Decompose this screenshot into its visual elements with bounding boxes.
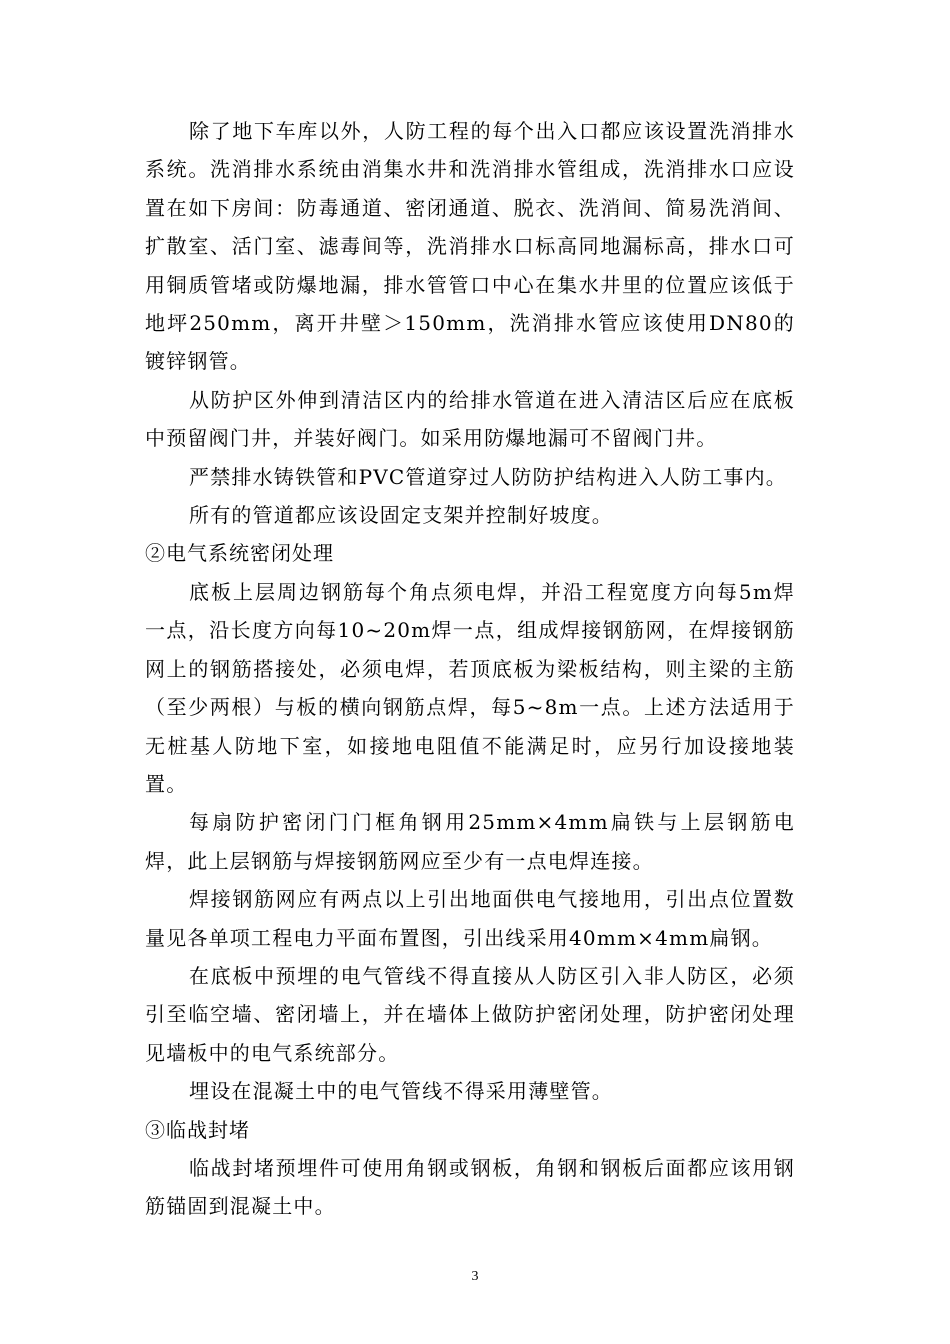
paragraph-thin-wall-pipe: 埋设在混凝土中的电气管线不得采用薄壁管。 [189,1079,613,1104]
paragraph-grounding-leads: 焊接钢筋网应有两点以上引出地面供电气接地用，引出点位置数量见各单项工程电力平面布置图，引出线采用40mm×4mm扁钢。 [145,887,795,950]
paragraph-rebar-welding: 底板上层周边钢筋每个角点须电焊，并沿工程宽度方向每5m焊一点，沿长度方向每10~20m焊一点，组成焊接钢筋网，在焊接钢筋网上的钢筋搭接处，必须电焊，若顶底板为梁板结构，则主梁的主筋（至少两根）与板的横向钢筋点焊，每5~8m一点。上述方法适用于无桩基人防地下室，如接地电阻值不能满足时，应另行加设接地装置。 [145,579,795,796]
paragraph-decontamination-drainage: 除了地下车库以外，人防工程的每个出入口都应该设置洗消排水系统。洗消排水系统由消集水井和洗消排水管组成，洗消排水口应设置在如下房间：防毒通道、密闭通道、脱衣、洗消间、简易洗消间、扩散室、活门室、滤毒间等，洗消排水口标高同地漏标高，排水口可用铜质管堵或防爆地漏，排水管管口中心在集水井里的位置应该低于地坪250mm，离开井壁＞150mm，洗消排水管应该使用DN80的镀锌钢管。 [145,119,795,374]
paragraph-pipe-prohibition: 严禁排水铸铁管和PVC管道穿过人防防护结构进入人防工事内。 [189,464,788,489]
paragraph-valve-well: 从防护区外伸到清洁区内的给排水管道在进入清洁区后应在底板中预留阀门井，并装好阀门。如采用防爆地漏可不留阀门井。 [145,387,795,451]
paragraph-door-frame-welding: 每扇防护密闭门门框角钢用25mm×4mm扁铁与上层钢筋电焊，此上层钢筋与焊接钢筋网应至少有一点电焊连接。 [145,810,795,873]
paragraph-electrical-conduits: 在底板中预埋的电气管线不得直接从人防区引入非人防区，必须引至临空墙、密闭墙上，并在墙体上做防护密闭处理，防护密闭处理见墙板中的电气系统部分。 [145,963,795,1065]
section-heading-wartime-sealing: ③临战封堵 [145,1117,250,1142]
page-number: 3 [471,1269,479,1284]
section-heading-electrical-sealing: ②电气系统密闭处理 [145,541,334,566]
paragraph-pipe-supports: 所有的管道都应该设固定支架并控制好坡度。 [189,503,613,528]
document-body [145,112,795,1226]
paragraph-embedded-parts: 临战封堵预埋件可使用角钢或钢板，角钢和钢板后面都应该用钢筋锚固到混凝土中。 [145,1155,795,1219]
